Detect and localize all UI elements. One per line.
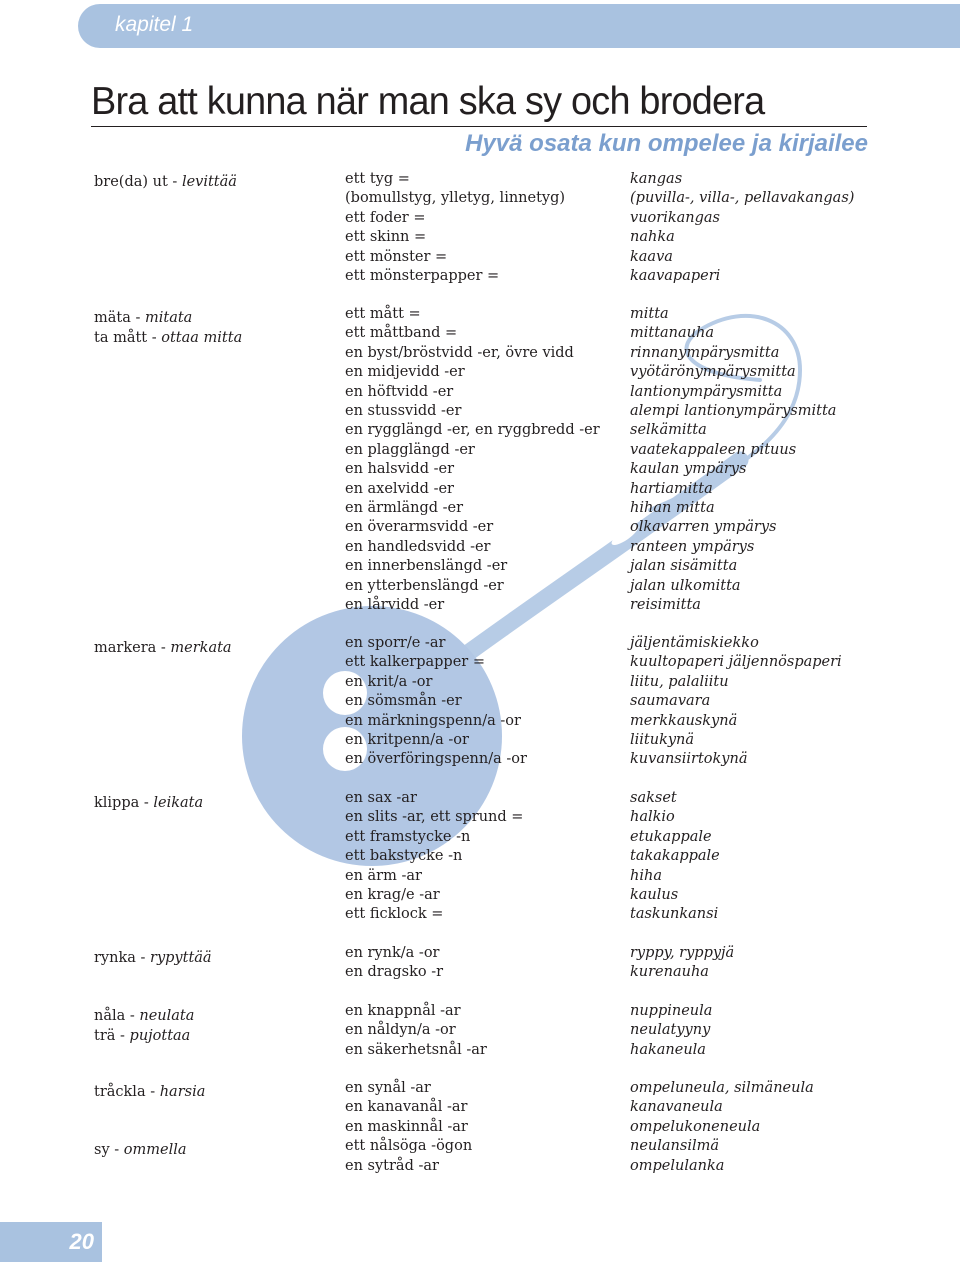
translation-row: kanavaneula (630, 1099, 723, 1116)
translation-row: ompelulanka (630, 1157, 725, 1174)
translation-row: sakset (630, 790, 677, 806)
translation-row: nahka (630, 229, 675, 246)
verb-row: bre(da) ut - levittää (94, 174, 237, 190)
translation-row: saumavara (630, 693, 711, 710)
translation-row: lantionympärysmitta (630, 383, 783, 400)
finnish-translation-column (630, 1079, 814, 1176)
translation-row: ranteen ympärys (630, 538, 755, 555)
noun-row: (bomullstyg, ylletyg, linnetyg) (345, 190, 566, 207)
finnish-translation-column (630, 944, 734, 983)
noun-row: en sporr/e -ar (345, 635, 446, 651)
noun-row: en rynk/a -or (345, 945, 440, 961)
noun-row: ett tyg = (345, 171, 410, 187)
noun-row: ett skinn = (345, 229, 427, 246)
translation-row: halkio (630, 809, 675, 826)
translation-row: reisimitta (630, 597, 701, 614)
translation-row: merkkauskynä (630, 712, 738, 729)
translation-row: kuultopaperi jäljennöspaperi (630, 654, 842, 671)
translation-row: kaulan ympärys (630, 461, 747, 478)
translation-row: kurenauha (630, 964, 709, 981)
translation-row: liitu, palaliitu (630, 673, 729, 690)
noun-row: en stussvidd -er (345, 403, 462, 420)
noun-row: en handledsvidd -er (345, 538, 491, 555)
noun-row: ett nålsöga -ögon (345, 1138, 473, 1155)
verb-row: mäta - mitata (94, 310, 193, 326)
noun-row: en höftvidd -er (345, 383, 454, 400)
noun-row: en midjevidd -er (345, 364, 465, 381)
noun-row: en överarmsvidd -er (345, 519, 494, 536)
translation-row: nuppineula (630, 1003, 713, 1019)
verb-row: sy - ommella (94, 1142, 187, 1159)
noun-row: ett mått = (345, 306, 421, 322)
noun-row: ett bakstycke -n (345, 848, 463, 865)
translation-row: alempi lantionympärysmitta (630, 403, 837, 420)
noun-row: en kanavanål -ar (345, 1099, 468, 1116)
noun-row: en dragsko -r (345, 964, 444, 981)
noun-row: en sytråd -ar (345, 1157, 439, 1174)
translation-row: hakaneula (630, 1041, 706, 1058)
translation-row: kaavapaperi (630, 268, 721, 285)
translation-row: takakappale (630, 848, 720, 865)
verb-row: trä - pujottaa (94, 1028, 191, 1044)
verb-row (94, 1102, 205, 1121)
verb-column (94, 1083, 205, 1161)
noun-row: ett mönster = (345, 248, 448, 265)
translation-row: mittanauha (630, 325, 714, 342)
noun-row: en axelvidd -er (345, 480, 454, 497)
page-number-tab (0, 1222, 102, 1262)
noun-row: ett måttband = (345, 325, 458, 342)
noun-row: en krag/e -ar (345, 887, 440, 904)
verb-column (94, 172, 237, 192)
translation-row: olkavarren ympärys (630, 519, 777, 536)
noun-row: en kritpenn/a -or (345, 732, 469, 749)
chapter-label: kapitel 1 (115, 13, 194, 36)
verb-row: rynka - rypyttää (94, 950, 212, 966)
finnish-translation-column (630, 634, 842, 770)
verb-row: klippa - leikata (94, 795, 204, 811)
swedish-noun-column (345, 789, 523, 925)
noun-row: en innerbenslängd -er (345, 558, 508, 575)
noun-row: ett foder = (345, 209, 426, 226)
page-subtitle: Hyvä osata kun ompelee ja kirjailee (465, 130, 868, 157)
verb-row (94, 1122, 205, 1141)
translation-row: hartiamitta (630, 480, 713, 497)
noun-row: en överföringspenn/a -or (345, 751, 527, 768)
translation-row: kaulus (630, 887, 679, 904)
translation-row: kangas (630, 171, 683, 187)
swedish-noun-column (345, 1079, 472, 1176)
noun-row: ett ficklock = (345, 906, 444, 923)
translation-row: ompelukoneneula (630, 1118, 761, 1135)
verb-row: markera - merkata (94, 640, 232, 656)
translation-row: ompeluneula, silmäneula (630, 1080, 814, 1096)
verb-column (94, 948, 212, 968)
translation-row: neulansilmä (630, 1138, 719, 1155)
translation-row: selkämitta (630, 422, 707, 439)
noun-row: en sömsmån -er (345, 693, 462, 710)
swedish-noun-column (345, 1002, 487, 1060)
noun-row: en säkerhetsnål -ar (345, 1041, 487, 1058)
verb-column (94, 638, 232, 658)
finnish-translation-column (630, 789, 720, 925)
verb-column (94, 793, 203, 813)
translation-row: ryppy, ryppyjä (630, 945, 735, 961)
verb-column (94, 1006, 194, 1046)
noun-row: en byst/bröstvidd -er, övre vidd (345, 344, 574, 361)
noun-row: en plagglängd -er (345, 441, 475, 458)
noun-row: ett mönsterpapper = (345, 268, 500, 285)
noun-row: en ärmlängd -er (345, 500, 464, 517)
translation-row: neulatyyny (630, 1022, 711, 1039)
swedish-noun-column (345, 170, 565, 286)
noun-row: en synål -ar (345, 1080, 431, 1096)
noun-row: en nåldyn/a -or (345, 1022, 456, 1039)
swedish-noun-column (345, 634, 527, 770)
translation-row: hihan mitta (630, 500, 715, 517)
noun-row: en ärm -ar (345, 867, 422, 884)
noun-row: en märkningspenn/a -or (345, 712, 521, 729)
page-title: Bra att kunna när man ska sy och brodera (91, 80, 765, 123)
translation-row: taskunkansi (630, 906, 719, 923)
translation-row: jäljentämiskiekko (630, 635, 759, 651)
translation-row: etukappale (630, 828, 712, 845)
noun-row: en halsvidd -er (345, 461, 455, 478)
verb-row: nåla - neulata (94, 1008, 195, 1024)
noun-row: en sax -ar (345, 790, 417, 806)
noun-row: en ytterbenslängd -er (345, 577, 504, 594)
translation-row: vuorikangas (630, 209, 720, 226)
translation-row: rinnanympärysmitta (630, 344, 780, 361)
finnish-translation-column (630, 305, 836, 616)
finnish-translation-column (630, 170, 854, 286)
finnish-translation-column (630, 1002, 712, 1060)
noun-row: en slits -ar, ett sprund = (345, 809, 524, 826)
verb-row: tråckla - harsia (94, 1084, 206, 1100)
noun-row: ett kalkerpapper = (345, 654, 485, 671)
translation-row: mitta (630, 306, 669, 322)
noun-row: en lårvidd -er (345, 597, 445, 614)
noun-row: en rygglängd -er, en ryggbredd -er (345, 422, 600, 439)
translation-row: liitukynä (630, 732, 695, 749)
translation-row: kuvansiirtokynä (630, 751, 748, 768)
noun-row: en maskinnål -ar (345, 1118, 468, 1135)
swedish-noun-column (345, 305, 600, 616)
translation-row: jalan sisämitta (630, 558, 738, 575)
translation-row: vaatekappaleen pituus (630, 441, 797, 458)
swedish-noun-column (345, 944, 443, 983)
translation-row: kaava (630, 248, 673, 265)
verb-row: ta mått - ottaa mitta (94, 330, 243, 346)
noun-row: en knappnål -ar (345, 1003, 461, 1019)
noun-row: ett framstycke -n (345, 828, 471, 845)
translation-row: (puvilla-, villa-, pellavakangas) (630, 190, 855, 207)
translation-row: vyötärönympärysmitta (630, 364, 796, 381)
translation-row: hiha (630, 867, 662, 884)
translation-row: jalan ulkomitta (630, 577, 741, 594)
noun-row: en krit/a -or (345, 673, 433, 690)
page-number: 20 (69, 1229, 94, 1254)
verb-column (94, 308, 242, 348)
